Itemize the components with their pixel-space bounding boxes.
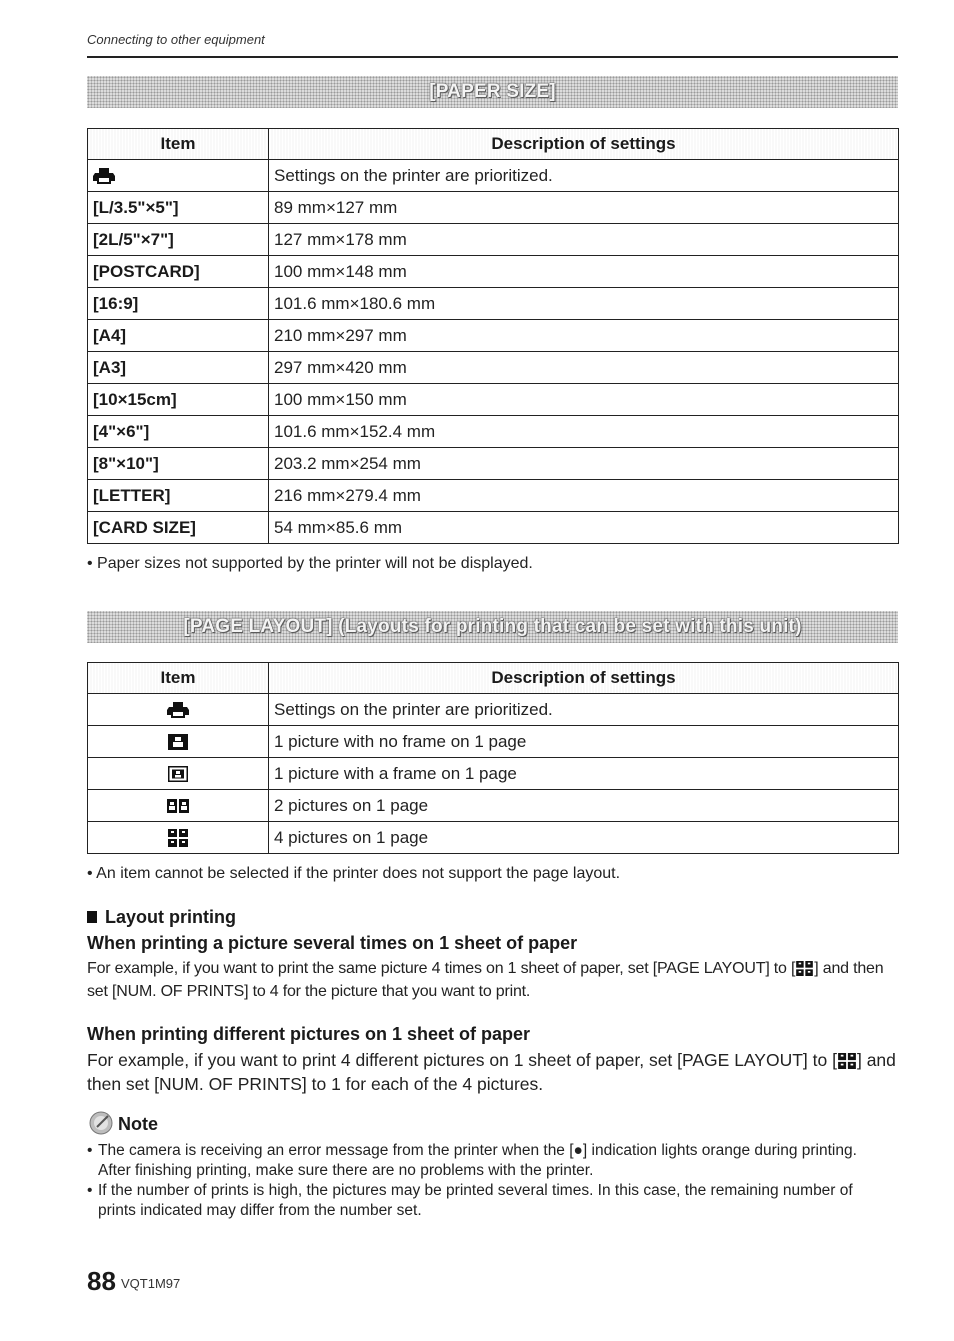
printer-icon (167, 702, 189, 718)
table-row (88, 416, 899, 448)
table-row (88, 512, 899, 544)
table-cell: 4 pictures on 1 page (269, 822, 899, 854)
col-desc-header: Description of settings (269, 129, 899, 160)
table-row (88, 694, 899, 726)
header-rule (87, 56, 898, 58)
table-cell: 216 mm×279.4 mm (269, 480, 899, 512)
table-cell: [16:9] (88, 288, 269, 320)
table-cell: 203.2 mm×254 mm (269, 448, 899, 480)
paper-size-banner: [PAPER SIZE] (87, 76, 898, 108)
page-layout-footnote: • An item cannot be selected if the printer does not support the page layout. (87, 865, 621, 882)
one-picture-no-frame-icon (168, 734, 188, 750)
table-row (88, 790, 899, 822)
page-layout-table (87, 662, 899, 854)
page-layout-banner: [PAGE LAYOUT] (Layouts for printing that can be set with this unit) (87, 611, 898, 643)
col-item-header: Item (88, 663, 269, 694)
square-bullet-icon (87, 911, 97, 923)
table-cell: 89 mm×127 mm (269, 192, 899, 224)
note-heading: Note (88, 1110, 158, 1136)
table-row (88, 320, 899, 352)
table-header-row (88, 663, 899, 694)
subheading-different-pictures: When printing different pictures on 1 sheet of paper (87, 1024, 531, 1044)
table-cell: 101.6 mm×152.4 mm (269, 416, 899, 448)
one-picture-with-frame-icon (168, 766, 188, 782)
four-pictures-icon (796, 961, 813, 976)
table-row (88, 256, 899, 288)
table-cell: 100 mm×148 mm (269, 256, 899, 288)
paragraph-different-pictures: For example, if you want to print 4 different pictures on 1 sheet of paper, set [PAGE LAYOUT] to [ ] and then set [NUM. OF PRINTS] to 1 for each of the 4 pictures. (87, 1050, 896, 1094)
table-row (88, 224, 899, 256)
table-row (88, 288, 899, 320)
two-pictures-icon (167, 799, 189, 813)
four-pictures-icon (168, 829, 188, 847)
table-row (88, 192, 899, 224)
table-cell: [L/3.5"×5"] (88, 192, 269, 224)
page-number: 88 (87, 1266, 116, 1296)
table-cell: [A3] (88, 352, 269, 384)
table-row (88, 352, 899, 384)
list-item: • If the number of prints is high, the pictures may be printed several times. In this case, the remaining number of prints indicated may differ from the number set. (87, 1181, 887, 1221)
table-cell: [CARD SIZE] (88, 512, 269, 544)
note-list (87, 1141, 887, 1221)
list-item: • The camera is receiving an error message from the printer when the [●] indication lights orange during printing. After finishing printing, make sure there are no problems with the printer. (87, 1141, 887, 1181)
table-cell: [POSTCARD] (88, 256, 269, 288)
subheading-same-picture: When printing a picture several times on 1 sheet of paper (87, 933, 578, 953)
running-header: Connecting to other equipment (87, 32, 265, 47)
printer-icon (93, 168, 115, 184)
bullet: • (87, 555, 98, 572)
table-cell: [LETTER] (88, 480, 269, 512)
paragraph-same-picture: For example, if you want to print the same picture 4 times on 1 sheet of paper, set [PAGE LAYOUT] to [ ] and then set [NUM. OF PRINTS] to 4 for the picture that you want to print. (87, 960, 884, 1000)
table-cell: Settings on the printer are prioritized. (269, 160, 899, 192)
table-cell: 127 mm×178 mm (269, 224, 899, 256)
table-cell: 297 mm×420 mm (269, 352, 899, 384)
table-cell: 210 mm×297 mm (269, 320, 899, 352)
table-cell: 101.6 mm×180.6 mm (269, 288, 899, 320)
table-cell: [4"×6"] (88, 416, 269, 448)
layout-printing-heading: Layout printing (87, 907, 236, 928)
document-code: VQT1M97 (121, 1276, 181, 1291)
table-cell: [10×15cm] (88, 384, 269, 416)
paper-size-table (87, 128, 899, 544)
four-pictures-icon (838, 1053, 856, 1069)
table-header-row (88, 129, 899, 160)
table-cell: Settings on the printer are prioritized. (269, 694, 899, 726)
bullet: • (87, 865, 97, 882)
table-cell: 1 picture with no frame on 1 page (269, 726, 899, 758)
table-row (88, 384, 899, 416)
table-row (88, 758, 899, 790)
paper-size-footnote: • Paper sizes not supported by the printer will not be displayed. (87, 555, 533, 572)
table-row (88, 448, 899, 480)
table-row (88, 822, 899, 854)
table-row (88, 160, 899, 192)
table-row (88, 480, 899, 512)
table-cell: 100 mm×150 mm (269, 384, 899, 416)
note-icon (88, 1110, 118, 1136)
table-cell: 2 pictures on 1 page (269, 790, 899, 822)
col-item-header: Item (88, 129, 269, 160)
table-cell: 1 picture with a frame on 1 page (269, 758, 899, 790)
col-desc-header: Description of settings (269, 663, 899, 694)
table-row (88, 726, 899, 758)
table-cell: [A4] (88, 320, 269, 352)
table-cell: [2L/5"×7"] (88, 224, 269, 256)
table-cell: 54 mm×85.6 mm (269, 512, 899, 544)
table-cell: [8"×10"] (88, 448, 269, 480)
